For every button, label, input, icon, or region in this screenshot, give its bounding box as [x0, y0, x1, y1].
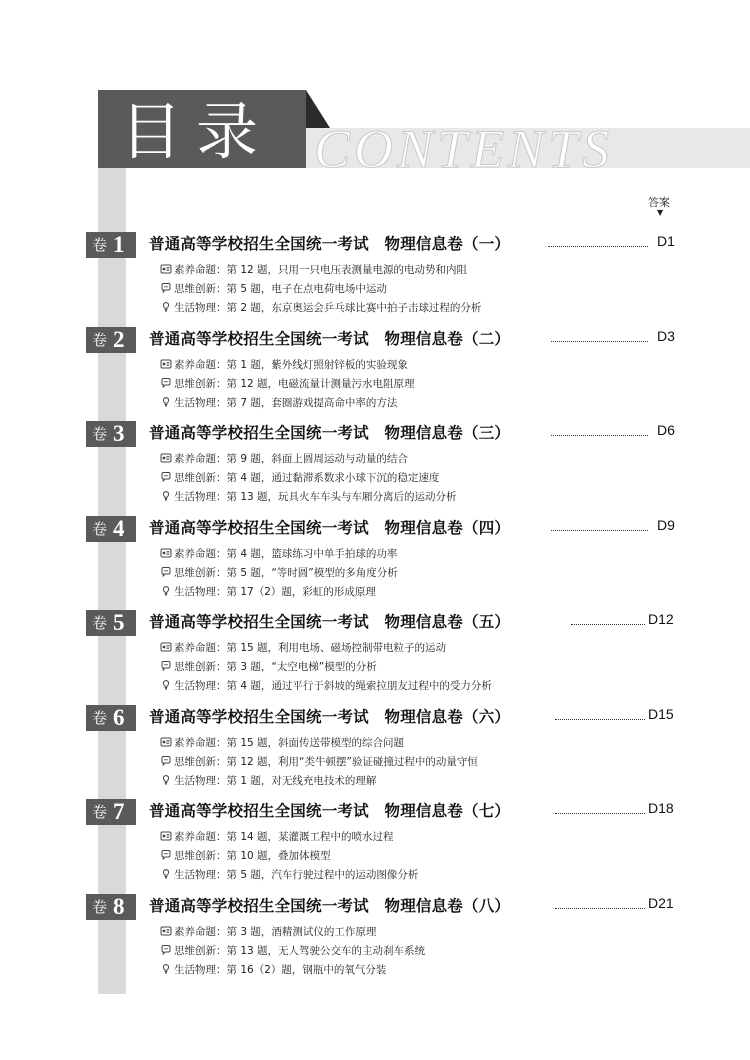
section-title[interactable]: 普通高等学校招生全国统一考试 物理信息卷（七） — [149, 802, 511, 820]
section-title[interactable]: 普通高等学校招生全国统一考试 物理信息卷（六） — [149, 708, 511, 726]
item-description: 第 13 题，玩具火车车头与车厢分离后的运动分析 — [226, 491, 457, 503]
volume-number: 8 — [113, 894, 125, 919]
toc-item — [160, 300, 481, 316]
volume-badge — [86, 894, 136, 920]
volume-badge-prefix: 卷 — [92, 236, 108, 254]
item-separator: ： — [216, 964, 227, 976]
item-description: 第 5 题，“等时圆”模型的多角度分析 — [226, 567, 398, 579]
item-separator: ： — [216, 831, 227, 843]
volume-badge — [86, 705, 136, 731]
volume-number: 7 — [113, 799, 125, 824]
item-separator: ： — [216, 491, 227, 503]
toc-item — [160, 640, 446, 656]
item-category: 生活物理 — [174, 586, 216, 598]
section-page-number[interactable]: D15 — [648, 706, 674, 722]
item-category: 生活物理 — [174, 397, 216, 409]
life-icon — [160, 490, 172, 502]
thinking-icon — [160, 282, 172, 294]
toc-item — [160, 754, 478, 770]
section-title[interactable]: 普通高等学校招生全国统一考试 物理信息卷（四） — [149, 519, 511, 537]
item-description: 第 7 题，套圈游戏提高命中率的方法 — [226, 397, 398, 409]
toc-section — [0, 705, 750, 785]
toc-item — [160, 735, 404, 751]
section-title[interactable]: 普通高等学校招生全国统一考试 物理信息卷（五） — [149, 613, 511, 631]
contents-watermark: CONTENTS — [314, 119, 614, 179]
life-icon — [160, 963, 172, 975]
toc-item — [160, 659, 377, 675]
toc-item — [160, 943, 425, 959]
item-category: 生活物理 — [174, 680, 216, 692]
item-description: 第 5 题，汽车行驶过程中的运动图像分析 — [226, 869, 419, 881]
item-separator: ： — [216, 397, 227, 409]
item-separator: ： — [216, 359, 227, 371]
item-description: 第 5 题，电子在点电荷电场中运动 — [226, 283, 387, 295]
toc-section — [0, 799, 750, 879]
toc-section — [0, 327, 750, 407]
item-description: 第 15 题，斜面传送带模型的综合问题 — [226, 737, 405, 749]
item-separator: ： — [216, 472, 227, 484]
item-separator: ： — [216, 945, 227, 957]
toc-item — [160, 678, 492, 694]
dot-leader — [548, 246, 648, 247]
toc-item — [160, 565, 398, 581]
toc-section — [0, 232, 750, 312]
toc-item — [160, 451, 408, 467]
life-icon — [160, 301, 172, 313]
quality-icon — [160, 452, 172, 464]
dot-leader — [555, 813, 645, 814]
item-category: 生活物理 — [174, 775, 216, 787]
toc-item — [160, 395, 397, 411]
item-description: 第 4 题，篮球练习中单手拍球的功率 — [226, 548, 398, 560]
item-description: 第 12 题，利用“类牛顿摆”验证碰撞过程中的动量守恒 — [226, 756, 478, 768]
toc-item — [160, 584, 376, 600]
item-separator: ： — [216, 548, 227, 560]
volume-badge-prefix: 卷 — [92, 803, 108, 821]
volume-number: 2 — [113, 327, 125, 352]
item-category: 素养命题 — [174, 264, 216, 276]
item-description: 第 12 题，只用一只电压表测量电源的电动势和内阻 — [226, 264, 468, 276]
dot-leader — [551, 435, 648, 436]
item-separator: ： — [216, 302, 227, 314]
item-category: 生活物理 — [174, 302, 216, 314]
quality-icon — [160, 830, 172, 842]
volume-badge — [86, 421, 136, 447]
item-description: 第 17（2）题，彩虹的形成原理 — [226, 586, 376, 598]
quality-icon — [160, 925, 172, 937]
item-category: 素养命题 — [174, 359, 216, 371]
toc-item — [160, 924, 376, 940]
thinking-icon — [160, 755, 172, 767]
item-category: 素养命题 — [174, 642, 216, 654]
item-category: 素养命题 — [174, 926, 216, 938]
toc-item — [160, 489, 457, 505]
toc-section — [0, 421, 750, 501]
toc-section — [0, 610, 750, 690]
section-page-number[interactable]: D6 — [657, 422, 675, 438]
item-description: 第 2 题，东京奥运会乒乓球比赛中拍子击球过程的分析 — [226, 302, 482, 314]
toc-item — [160, 773, 376, 789]
answer-label: 答案 — [648, 196, 670, 209]
item-description: 第 14 题，某灌溉工程中的喷水过程 — [226, 831, 394, 843]
item-description: 第 15 题，利用电场、磁场控制带电粒子的运动 — [226, 642, 447, 654]
item-separator: ： — [216, 680, 227, 692]
volume-number: 5 — [113, 610, 125, 635]
dot-leader — [571, 624, 645, 625]
life-icon — [160, 774, 172, 786]
item-category: 思维创新 — [174, 756, 216, 768]
toc-item — [160, 357, 408, 373]
volume-badge-prefix: 卷 — [92, 520, 108, 538]
item-category: 素养命题 — [174, 453, 216, 465]
quality-icon — [160, 263, 172, 275]
volume-badge-prefix: 卷 — [92, 331, 108, 349]
item-separator: ： — [216, 453, 227, 465]
toc-item — [160, 829, 394, 845]
quality-icon — [160, 358, 172, 370]
item-description: 第 16（2）题，钢瓶中的氧气分装 — [226, 964, 387, 976]
section-title[interactable]: 普通高等学校招生全国统一考试 物理信息卷（一） — [149, 235, 511, 253]
item-description: 第 3 题，“太空电梯”模型的分析 — [226, 661, 377, 673]
item-category: 思维创新 — [174, 472, 216, 484]
item-category: 思维创新 — [174, 378, 216, 390]
item-category: 素养命题 — [174, 737, 216, 749]
toc-item — [160, 546, 397, 562]
thinking-icon — [160, 566, 172, 578]
volume-number: 6 — [113, 705, 125, 730]
item-separator: ： — [216, 586, 227, 598]
volume-number: 1 — [113, 232, 125, 257]
volume-badge — [86, 327, 136, 353]
item-separator: ： — [216, 775, 227, 787]
section-title[interactable]: 普通高等学校招生全国统一考试 物理信息卷（三） — [149, 424, 511, 442]
item-separator: ： — [216, 567, 227, 579]
toc-section — [0, 516, 750, 596]
item-separator: ： — [216, 869, 227, 881]
item-separator: ： — [216, 661, 227, 673]
item-category: 生活物理 — [174, 964, 216, 976]
item-description: 第 13 题，无人驾驶公交车的主动刹车系统 — [226, 945, 426, 957]
section-page-number[interactable]: D21 — [648, 895, 674, 911]
item-category: 生活物理 — [174, 491, 216, 503]
item-separator: ： — [216, 378, 227, 390]
toc-item — [160, 262, 467, 278]
section-page-number[interactable]: D1 — [657, 233, 675, 249]
life-icon — [160, 679, 172, 691]
item-description: 第 1 题，紫外线灯照射锌板的实验现象 — [226, 359, 408, 371]
toc-item — [160, 281, 387, 297]
volume-badge-prefix: 卷 — [92, 898, 108, 916]
life-icon — [160, 585, 172, 597]
quality-icon — [160, 736, 172, 748]
toc-item — [160, 470, 439, 486]
section-page-number[interactable]: D18 — [648, 800, 674, 816]
toc-section — [0, 894, 750, 974]
volume-number: 4 — [113, 516, 125, 541]
volume-badge-prefix: 卷 — [92, 425, 108, 443]
thinking-icon — [160, 944, 172, 956]
dot-leader — [551, 341, 648, 342]
thinking-icon — [160, 377, 172, 389]
item-separator: ： — [216, 756, 227, 768]
volume-badge-prefix: 卷 — [92, 614, 108, 632]
life-icon — [160, 396, 172, 408]
item-category: 素养命题 — [174, 831, 216, 843]
item-category: 思维创新 — [174, 850, 216, 862]
section-page-number[interactable]: D12 — [648, 611, 674, 627]
item-separator: ： — [216, 926, 227, 938]
item-separator: ： — [216, 642, 227, 654]
item-category: 思维创新 — [174, 945, 216, 957]
item-description: 第 4 题，通过平行于斜坡的绳索拉朋友过程中的受力分析 — [226, 680, 492, 692]
item-separator: ： — [216, 283, 227, 295]
volume-badge — [86, 610, 136, 636]
thinking-icon — [160, 660, 172, 672]
volume-number: 3 — [113, 421, 125, 446]
item-category: 素养命题 — [174, 548, 216, 560]
volume-badge — [86, 799, 136, 825]
item-category: 生活物理 — [174, 869, 216, 881]
section-page-number[interactable]: D3 — [657, 328, 675, 344]
item-separator: ： — [216, 737, 227, 749]
item-description: 第 3 题，酒精测试仪的工作原理 — [226, 926, 377, 938]
life-icon — [160, 868, 172, 880]
quality-icon — [160, 547, 172, 559]
volume-badge — [86, 516, 136, 542]
item-category: 思维创新 — [174, 567, 216, 579]
item-category: 思维创新 — [174, 283, 216, 295]
quality-icon — [160, 641, 172, 653]
section-title[interactable]: 普通高等学校招生全国统一考试 物理信息卷（二） — [149, 330, 511, 348]
item-description: 第 1 题，对无线充电技术的理解 — [226, 775, 377, 787]
item-description: 第 12 题，电磁流量计测量污水电阻原理 — [226, 378, 415, 390]
toc-item — [160, 962, 386, 978]
item-description: 第 4 题，通过黏滞系数求小球下沉的稳定速度 — [226, 472, 440, 484]
item-description: 第 10 题，叠加体模型 — [226, 850, 331, 862]
item-category: 思维创新 — [174, 661, 216, 673]
dot-leader — [551, 530, 648, 531]
item-separator: ： — [216, 264, 227, 276]
toc-item — [160, 376, 415, 392]
toc-item — [160, 848, 331, 864]
section-page-number[interactable]: D9 — [657, 517, 675, 533]
volume-badge-prefix: 卷 — [92, 709, 108, 727]
item-description: 第 9 题，斜面上圆周运动与动量的结合 — [226, 453, 408, 465]
answer-arrow-icon: ▼ — [657, 208, 664, 217]
dot-leader — [555, 908, 645, 909]
item-separator: ： — [216, 850, 227, 862]
volume-badge — [86, 232, 136, 258]
toc-item — [160, 867, 418, 883]
page-title: 目录 — [120, 95, 273, 168]
section-title[interactable]: 普通高等学校招生全国统一考试 物理信息卷（八） — [149, 897, 511, 915]
thinking-icon — [160, 471, 172, 483]
dot-leader — [555, 719, 645, 720]
thinking-icon — [160, 849, 172, 861]
